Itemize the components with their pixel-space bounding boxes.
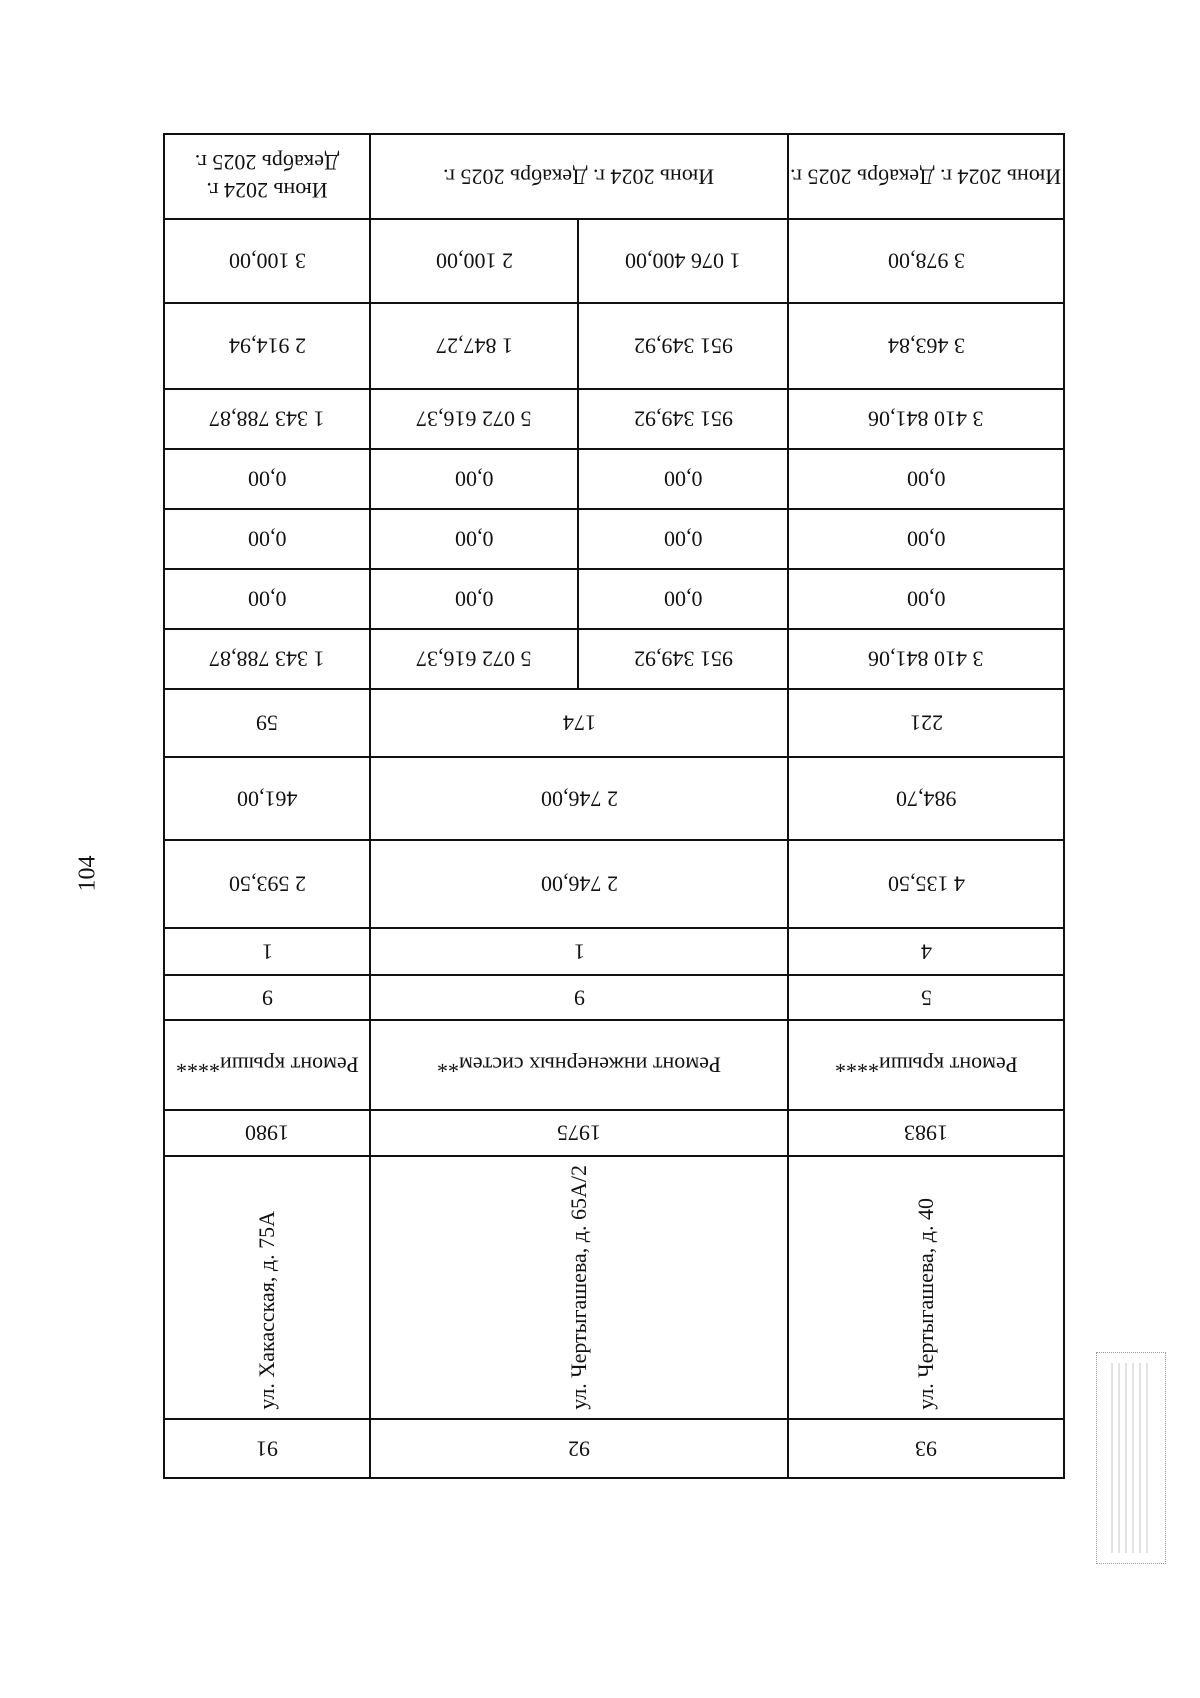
- fund-1-cell: 0,00: [163, 568, 371, 630]
- cost-total-b-cell: 3 410 841,06: [787, 388, 1065, 450]
- area-total-cell: 4 135,50: [787, 839, 1065, 929]
- page-number: 104: [74, 855, 101, 892]
- fund-1-cell: 0,00: [577, 568, 789, 630]
- period-cell: Июнь 2024 г. Декабрь 2025 г.: [369, 133, 789, 220]
- unit-cost-cell: 2 914,94: [163, 302, 371, 390]
- year-cell: 1980: [163, 1109, 371, 1157]
- residents-cell: 174: [369, 688, 789, 758]
- entrances-cell: 4: [787, 927, 1065, 976]
- area-total-cell: 2 746,00: [369, 839, 789, 929]
- cost-total-b-cell: 5 072 616,37: [369, 388, 579, 450]
- work-type-cell: Ремонт крыши****: [163, 1019, 371, 1111]
- floors-cell: 9: [369, 974, 789, 1021]
- entrances-cell: 1: [163, 927, 371, 976]
- entrances-cell: 1: [369, 927, 789, 976]
- address-cell: ул. Хакасская, д. 75А: [163, 1155, 371, 1420]
- row-number-cell: 91: [163, 1418, 371, 1479]
- address-cell: ул. Чертыгашева, д. 40: [787, 1155, 1065, 1420]
- max-cost-cell: 3 978,00: [787, 218, 1065, 304]
- residents-cell: 59: [163, 688, 371, 758]
- work-type-cell: Ремонт крыши****: [787, 1019, 1065, 1111]
- address-cell: ул. Чертыгашева, д. 65А/2: [369, 1155, 789, 1420]
- fund-3-cell: 0,00: [163, 448, 371, 510]
- fund-2-cell: 0,00: [369, 508, 579, 570]
- period-cell: Июнь 2024 г. Декабрь 2025 г.: [163, 133, 371, 220]
- year-cell: 1983: [787, 1109, 1065, 1157]
- cost-total-a-cell: 1 343 788,87: [163, 628, 371, 690]
- cost-total-a-cell: 951 349,92: [577, 628, 789, 690]
- fund-1-cell: 0,00: [369, 568, 579, 630]
- unit-cost-cell: 1 847,27: [369, 302, 579, 390]
- cost-total-a-cell: 5 072 616,37: [369, 628, 579, 690]
- fund-2-cell: 0,00: [577, 508, 789, 570]
- year-cell: 1975: [369, 1109, 789, 1157]
- fund-2-cell: 0,00: [787, 508, 1065, 570]
- area-total-cell: 2 593,50: [163, 839, 371, 929]
- row-number-cell: 92: [369, 1418, 789, 1479]
- fund-3-cell: 0,00: [787, 448, 1065, 510]
- fund-2-cell: 0,00: [163, 508, 371, 570]
- fund-3-cell: 0,00: [369, 448, 579, 510]
- approval-stamp-mark: [1096, 1352, 1166, 1564]
- work-type-cell: Ремонт инженерных систем**: [369, 1019, 789, 1111]
- cost-total-b-cell: 1 343 788,87: [163, 388, 371, 450]
- max-cost-cell: 2 100,00: [369, 218, 579, 304]
- fund-1-cell: 0,00: [787, 568, 1065, 630]
- area-living-cell: 461,00: [163, 756, 371, 841]
- residents-cell: 221: [787, 688, 1065, 758]
- fund-3-cell: 0,00: [577, 448, 789, 510]
- cost-total-a-cell: 3 410 841,06: [787, 628, 1065, 690]
- area-living-cell: 984,70: [787, 756, 1065, 841]
- area-living-cell: 2 746,00: [369, 756, 789, 841]
- row-number-cell: 93: [787, 1418, 1065, 1479]
- max-cost-cell: 1 076 400,00: [577, 218, 789, 304]
- floors-cell: 5: [787, 974, 1065, 1021]
- cost-total-b-cell: 951 349,92: [577, 388, 789, 450]
- unit-cost-cell: 3 463,84: [787, 302, 1065, 390]
- max-cost-cell: 3 100,00: [163, 218, 371, 304]
- unit-cost-cell: 951 349,92: [577, 302, 789, 390]
- floors-cell: 9: [163, 974, 371, 1021]
- period-cell: Июнь 2024 г. Декабрь 2025 г.: [787, 133, 1065, 220]
